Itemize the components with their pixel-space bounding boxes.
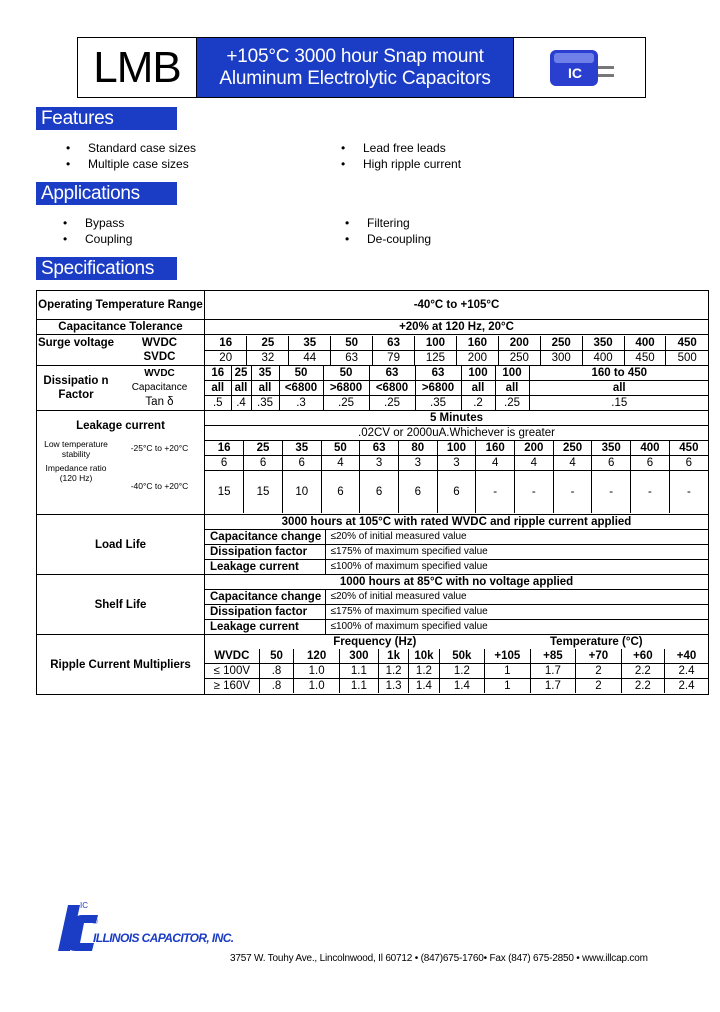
ripple-row1-cell: 1.2 bbox=[409, 664, 439, 679]
lowtemp-wvdc-cell: 450 bbox=[669, 441, 708, 456]
lowtemp-wvdc-cell: 16 bbox=[205, 441, 244, 456]
title-line-1: +105°C 3000 hour Snap mount bbox=[226, 45, 484, 67]
dissip-values bbox=[205, 366, 709, 411]
application-item: • De-coupling bbox=[367, 232, 431, 246]
ripple-freq-head: Frequency (Hz) bbox=[333, 636, 417, 648]
feature-item: • High ripple current bbox=[363, 157, 461, 171]
dissip-cap-cell: all bbox=[529, 381, 709, 396]
ripple-col-head: 1k bbox=[378, 649, 408, 664]
lowtemp-wvdc-cell: 80 bbox=[398, 441, 437, 456]
ripple-col-head: 10k bbox=[409, 649, 439, 664]
surge-values bbox=[205, 335, 709, 366]
dissip-cap-cell: all bbox=[461, 381, 495, 396]
shelf-leakage-value: ≤100% of maximum specified value bbox=[325, 620, 708, 635]
shelf-cap-change: Capacitance change bbox=[205, 590, 325, 605]
dissip-cap-cell: <6800 bbox=[279, 381, 323, 396]
leakage-cell bbox=[37, 411, 205, 515]
surge-wvdc-label: WVDC bbox=[141, 337, 178, 349]
dissip-wvdc-cell: 16 bbox=[205, 366, 231, 381]
ripple-row2-cell: 1.3 bbox=[378, 679, 408, 694]
lowtemp-wvdc-cell: 200 bbox=[515, 441, 554, 456]
dissip-wvdc-cell: 50 bbox=[279, 366, 323, 381]
ripple-values bbox=[205, 635, 709, 695]
lowtemp-row1-cell: 6 bbox=[631, 456, 670, 471]
title-line-2: Aluminum Electrolytic Capacitors bbox=[219, 67, 491, 89]
ripple-col-head: 300 bbox=[339, 649, 378, 664]
dissip-wvdc-cell: 100 bbox=[495, 366, 529, 381]
dissip-cap-cell: all bbox=[251, 381, 279, 396]
lowtemp-wvdc-cell: 100 bbox=[437, 441, 476, 456]
ripple-row1-cell: 1.1 bbox=[339, 664, 378, 679]
capacitor-photo bbox=[514, 38, 645, 97]
ripple-row1-cell: .8 bbox=[259, 664, 294, 679]
lt-row2-label: -40°C to +20°C bbox=[130, 481, 189, 491]
dissip-tan-cell: .35 bbox=[251, 396, 279, 411]
ripple-col-head: +60 bbox=[621, 649, 664, 664]
lowtemp-row1-cell: 3 bbox=[398, 456, 437, 471]
op-temp-value: -40°C to +105°C bbox=[205, 291, 709, 320]
ripple-col-head: 50 bbox=[259, 649, 294, 664]
load-leakage: Leakage current bbox=[210, 561, 299, 573]
shelf-life-values bbox=[205, 575, 709, 635]
logo-mark: IC bbox=[80, 901, 88, 910]
surge-wvdc-cell: 160 bbox=[456, 336, 498, 351]
load-life-label bbox=[37, 515, 205, 575]
ripple-col-head: 120 bbox=[294, 649, 340, 664]
surge-wvdc-cell: 100 bbox=[415, 336, 457, 351]
surge-svdc-label: SVDC bbox=[143, 351, 176, 363]
ripple-row2-cell: 2.4 bbox=[665, 679, 708, 694]
lowtemp-row1-cell: 6 bbox=[282, 456, 321, 471]
load-cap-change: Capacitance change bbox=[205, 530, 325, 545]
dissip-tan-cell: .4 bbox=[231, 396, 251, 411]
feature-item: • Lead free leads bbox=[363, 141, 446, 155]
dissip-cap-cell: >6800 bbox=[323, 381, 369, 396]
specifications-heading: Specifications bbox=[36, 257, 177, 280]
ripple-row2-cell: 1.4 bbox=[409, 679, 439, 694]
surge-label: Surge voltage bbox=[37, 337, 115, 349]
ripple-row2-cell: 1.0 bbox=[294, 679, 340, 694]
dissip-wvdc-cell: 25 bbox=[231, 366, 251, 381]
application-item: • Bypass bbox=[85, 216, 124, 230]
load-life-head: 3000 hours at 105°C with rated WVDC and ripple current applied bbox=[205, 515, 708, 530]
impedance-row2-cell: - bbox=[631, 471, 670, 513]
leakage-time: 5 Minutes bbox=[205, 411, 708, 426]
ripple-row2-cell: 1.7 bbox=[530, 679, 576, 694]
surge-wvdc-cell: 450 bbox=[666, 336, 708, 351]
impedance-row2-cell: 6 bbox=[321, 471, 360, 513]
lowtemp-wvdc-cell: 400 bbox=[631, 441, 670, 456]
surge-svdc-cell: 79 bbox=[373, 350, 415, 365]
impedance-row2-cell: - bbox=[476, 471, 515, 513]
lowtemp-row1-cell: 3 bbox=[360, 456, 399, 471]
lowtemp-row1-cell: 3 bbox=[437, 456, 476, 471]
lowtemp-row1-cell: 4 bbox=[321, 456, 360, 471]
load-leakage-value: ≤100% of maximum specified value bbox=[325, 560, 708, 575]
dissip-cap-cell: all bbox=[231, 381, 251, 396]
lowtemp-wvdc-cell: 250 bbox=[553, 441, 592, 456]
dissip-cell bbox=[37, 366, 205, 411]
ripple-row2-cell: 2.2 bbox=[621, 679, 664, 694]
shelf-life-label bbox=[37, 575, 205, 635]
header-box bbox=[77, 37, 646, 98]
dissip-cap-label: Capacitance bbox=[131, 382, 188, 393]
load-cap-change-value: ≤20% of initial measured value bbox=[325, 530, 708, 545]
ripple-text: Ripple Current Multipliers bbox=[50, 658, 191, 671]
impedance-label: Impedance ratio (120 Hz) bbox=[45, 463, 107, 483]
impedance-row2-cell: 15 bbox=[217, 485, 231, 498]
lowtemp-row1-cell: 4 bbox=[553, 456, 592, 471]
surge-cell bbox=[37, 335, 205, 366]
shelf-life-text: Shelf Life bbox=[94, 598, 147, 611]
shelf-cap-change-value: ≤20% of initial measured value bbox=[325, 590, 708, 605]
ripple-row2-cell: 1 bbox=[485, 679, 531, 694]
ripple-row2-cell: 1.1 bbox=[339, 679, 378, 694]
dissip-tan-cell: .25 bbox=[369, 396, 415, 411]
capacitor-image-icon bbox=[540, 44, 620, 92]
surge-svdc-cell: 125 bbox=[415, 350, 457, 365]
surge-wvdc-cell: 35 bbox=[289, 336, 331, 351]
ripple-row1-cell: 2 bbox=[576, 664, 622, 679]
dissip-tan-cell: .2 bbox=[461, 396, 495, 411]
company-address: 3757 W. Touhy Ave., Lincolnwood, Il 60712 • (847)675-1760• Fax (847) 675-2850 • www.illcap.com bbox=[230, 953, 648, 964]
surge-svdc-cell: 32 bbox=[247, 350, 289, 365]
impedance-row2-cell: - bbox=[515, 471, 554, 513]
impedance-row2-cell: 15 bbox=[244, 471, 283, 513]
dissip-tan-label: Tan δ bbox=[145, 396, 174, 408]
ripple-row1-cell: 1.7 bbox=[530, 664, 576, 679]
dissip-cap-cell: >6800 bbox=[415, 381, 461, 396]
lowtemp-row1-cell: 4 bbox=[515, 456, 554, 471]
dissip-wvdc-cell: 35 bbox=[251, 366, 279, 381]
ripple-col-head: WVDC bbox=[205, 649, 259, 664]
surge-wvdc-cell: 200 bbox=[498, 336, 540, 351]
dissip-tan-cell: .15 bbox=[529, 396, 709, 411]
lowtemp-wvdc-cell: 50 bbox=[321, 441, 360, 456]
shelf-dissip-factor-value: ≤175% of maximum specified value bbox=[325, 605, 708, 620]
ripple-row1-cell: 1.2 bbox=[378, 664, 408, 679]
lowtemp-wvdc-cell: 63 bbox=[360, 441, 399, 456]
lowtemp-row1-cell: 6 bbox=[205, 456, 244, 471]
dissip-cap-cell: all bbox=[495, 381, 529, 396]
ripple-row1-cell: 1 bbox=[485, 664, 531, 679]
feature-item: • Multiple case sizes bbox=[88, 157, 189, 171]
surge-svdc-cell: 400 bbox=[582, 350, 624, 365]
cap-tol-value: +20% at 120 Hz, 20°C bbox=[205, 320, 709, 335]
shelf-life-head: 1000 hours at 85°C with no voltage applied bbox=[205, 575, 708, 590]
lowtemp-wvdc-cell: 25 bbox=[244, 441, 283, 456]
surge-svdc-cell: 300 bbox=[540, 350, 582, 365]
ripple-row2-cell: 1.4 bbox=[439, 679, 485, 694]
dissip-tan-cell: .25 bbox=[495, 396, 529, 411]
surge-svdc-cell: 20 bbox=[219, 351, 233, 364]
dissip-cap-cell: all bbox=[205, 381, 231, 396]
load-dissip-factor-value: ≤175% of maximum specified value bbox=[325, 545, 708, 560]
dissip-tan-cell: .5 bbox=[212, 397, 223, 409]
leakage-values bbox=[205, 411, 709, 515]
load-life-values bbox=[205, 515, 709, 575]
leakage-label: Leakage current bbox=[76, 420, 165, 432]
lowtemp-row1-cell: 6 bbox=[244, 456, 283, 471]
dissip-cap-cell: <6800 bbox=[369, 381, 415, 396]
impedance-row2-cell: - bbox=[669, 471, 708, 513]
surge-svdc-cell: 200 bbox=[456, 350, 498, 365]
surge-wvdc-cell: 400 bbox=[624, 336, 666, 351]
dissip-wvdc-cell: 63 bbox=[415, 366, 461, 381]
ripple-col-head: +85 bbox=[530, 649, 576, 664]
dissip-wvdc-cell: 100 bbox=[461, 366, 495, 381]
ripple-col-head: 50k bbox=[439, 649, 485, 664]
surge-svdc-cell: 250 bbox=[498, 350, 540, 365]
surge-svdc-cell: 63 bbox=[331, 350, 373, 365]
lowtemp-label: Low temperature stability bbox=[44, 439, 108, 459]
impedance-row2-cell: 6 bbox=[398, 471, 437, 513]
ripple-row1-cell: 2.2 bbox=[621, 664, 664, 679]
impedance-row2-cell: 6 bbox=[360, 471, 399, 513]
photo-text: IC bbox=[567, 64, 582, 81]
impedance-row2-cell: - bbox=[553, 471, 592, 513]
dissip-label: Dissipatio n Factor bbox=[43, 375, 109, 401]
op-temp-label: Operating Temperature Range bbox=[37, 291, 205, 320]
lowtemp-row1-cell: 6 bbox=[669, 456, 708, 471]
shelf-dissip-factor: Dissipation factor bbox=[205, 605, 325, 620]
features-heading: Features bbox=[36, 107, 177, 130]
leakage-formula: .02CV or 2000uA.Whichever is greater bbox=[358, 427, 555, 439]
impedance-row2-cell: 6 bbox=[437, 471, 476, 513]
lowtemp-wvdc-cell: 350 bbox=[592, 441, 631, 456]
dissip-wvdc-label: WVDC bbox=[144, 368, 175, 379]
surge-svdc-cell: 450 bbox=[624, 350, 666, 365]
application-item: • Filtering bbox=[367, 216, 410, 230]
surge-svdc-cell: 500 bbox=[666, 350, 708, 365]
applications-heading: Applications bbox=[36, 182, 177, 205]
ripple-col-head: +70 bbox=[576, 649, 622, 664]
company-logo bbox=[58, 901, 234, 953]
ripple-row1-cell: ≤ 100V bbox=[205, 664, 259, 679]
ripple-label bbox=[37, 635, 205, 695]
ripple-col-head: +105 bbox=[485, 649, 531, 664]
dissip-tan-cell: .35 bbox=[415, 396, 461, 411]
load-dissip-factor: Dissipation factor bbox=[205, 545, 325, 560]
model-name: LMB bbox=[78, 38, 197, 97]
dissip-tan-cell: .25 bbox=[323, 396, 369, 411]
dissip-tan-cell: .3 bbox=[279, 396, 323, 411]
ripple-row1-cell: 1.2 bbox=[439, 664, 485, 679]
impedance-row2-cell: - bbox=[592, 471, 631, 513]
ripple-row1-cell: 2.4 bbox=[665, 664, 708, 679]
load-life-text: Load Life bbox=[94, 538, 147, 551]
lowtemp-wvdc-cell: 35 bbox=[282, 441, 321, 456]
surge-wvdc-cell: 63 bbox=[373, 336, 415, 351]
ripple-temp-head: Temperature (°C) bbox=[550, 636, 643, 648]
lowtemp-row1-cell: 4 bbox=[476, 456, 515, 471]
feature-item: • Standard case sizes bbox=[88, 141, 196, 155]
surge-wvdc-cell: 250 bbox=[540, 336, 582, 351]
lowtemp-row1-cell: 6 bbox=[592, 456, 631, 471]
application-item: • Coupling bbox=[85, 232, 132, 246]
surge-svdc-cell: 44 bbox=[289, 350, 331, 365]
illinois-capacitor-logo-icon bbox=[58, 903, 228, 953]
spec-table bbox=[36, 290, 708, 695]
dissip-wvdc-cell: 160 to 450 bbox=[529, 366, 709, 381]
dissip-wvdc-cell: 63 bbox=[369, 366, 415, 381]
lt-row1-label: -25°C to +20°C bbox=[130, 443, 189, 453]
product-title bbox=[197, 38, 514, 97]
impedance-row2-cell: 10 bbox=[282, 471, 321, 513]
ripple-row2-cell: 2 bbox=[576, 679, 622, 694]
shelf-leakage: Leakage current bbox=[210, 621, 299, 633]
registered-mark: ® bbox=[92, 917, 98, 926]
surge-wvdc-cell: 350 bbox=[582, 336, 624, 351]
ripple-row2-cell: .8 bbox=[259, 679, 294, 694]
cap-tol-label: Capacitance Tolerance bbox=[37, 320, 205, 335]
ripple-row2-cell: ≥ 160V bbox=[213, 680, 251, 692]
surge-wvdc-cell: 25 bbox=[247, 336, 289, 351]
lowtemp-wvdc-cell: 160 bbox=[476, 441, 515, 456]
surge-wvdc-cell: 16 bbox=[205, 336, 247, 351]
dissip-wvdc-cell: 50 bbox=[323, 366, 369, 381]
ripple-col-head: +40 bbox=[665, 649, 708, 664]
surge-wvdc-cell: 50 bbox=[331, 336, 373, 351]
company-name: ILLINOIS CAPACITOR, INC. bbox=[93, 931, 234, 945]
ripple-row1-cell: 1.0 bbox=[294, 664, 340, 679]
